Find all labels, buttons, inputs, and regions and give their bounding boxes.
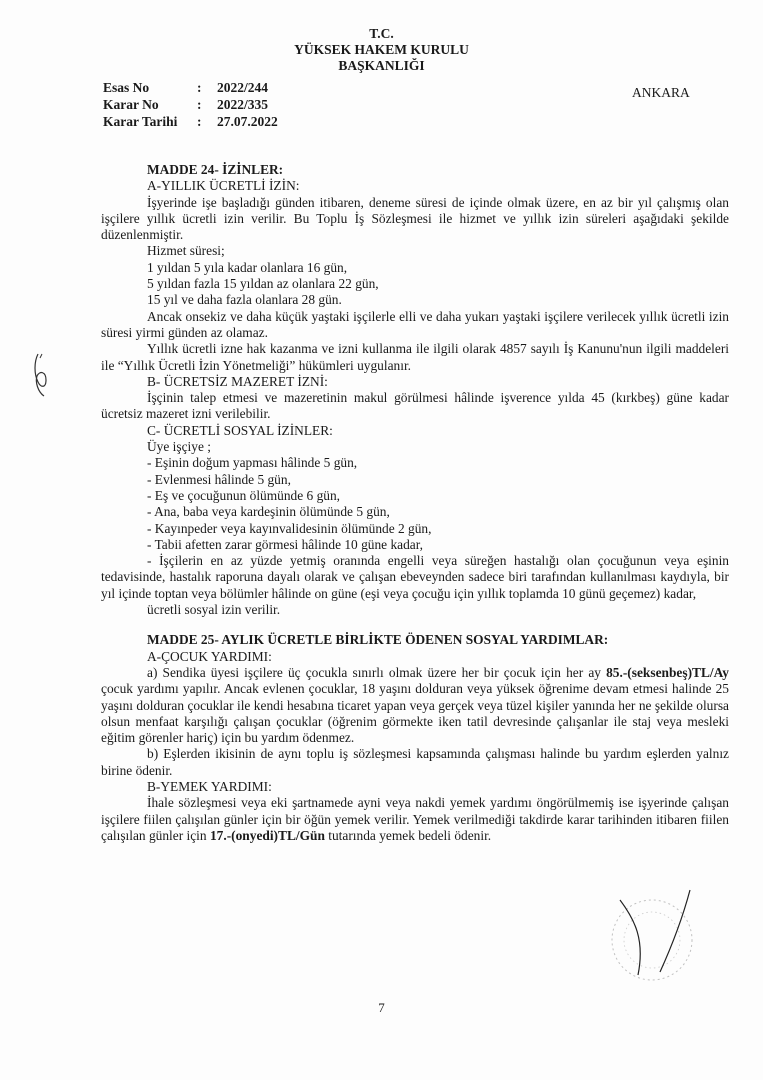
text-run: a) Sendika üyesi işçilere üç çocukla sınırlı olmak üzere her bir çocuk için her ay	[147, 664, 607, 680]
list-item: - Eş ve çocuğunun ölümünde 6 gün,	[147, 487, 341, 503]
list-item: - Ana, baba veya kardeşinin ölümünde 5 gün,	[147, 504, 390, 520]
meta-value: 27.07.2022	[217, 114, 278, 129]
list-item: 5 yıldan fazla 15 yıldan az olanlara 22 gün,	[147, 276, 379, 292]
child-aid-amount: 85.-(seksenbeş)TL/Ay	[606, 664, 729, 680]
page-number: 7	[378, 1000, 385, 1015]
case-metadata	[103, 79, 278, 130]
text-run: çocuk yardımı yapılır. Ancak evlenen çocuklar, 18 yaşını dolduran veya yüksek öğrenime devam etmesi halinde 25 yaşını dolduran çocuklar ile kendi hesabına ticaret yapan veya gerçek veya tüzel kişiler yanında her ne şekilde olursa olsun menfaat karşılığı çalışan çocuklar (öğrenim görmekte iken tatil devresinde çalışanlar ile staj veya mesleki eğitim görenler hariç) için bu yardım ödenmez.	[101, 681, 729, 746]
meal-aid-amount: 17.-(onyedi)TL/Gün	[209, 827, 325, 843]
meta-colon: :	[197, 80, 202, 95]
signature-icon	[30, 352, 52, 398]
section-child-aid-title: A-ÇOCUK YARDIMI:	[147, 648, 272, 664]
section-unpaid-leave-title: B- ÜCRETSİZ MAZERET İZNİ:	[147, 373, 328, 389]
list-item: - Tabii afetten zarar görmesi hâlinde 10 güne kadar,	[147, 536, 424, 552]
article-25-title: MADDE 25- AYLIK ÜCRETLE BİRLİKTE ÖDENEN SOSYAL YARDIMLAR:	[147, 632, 609, 648]
meta-row-karar	[103, 96, 278, 113]
paragraph: Yıllık ücretli izne hak kazanma ve izni kullanma ile ilgili olarak 4857 sayılı İş Kanunu'nun ilgili maddeleri ile “Yıllık Ücretli İzin Yönetmeliği” hükümleri uygulanır.	[101, 341, 729, 373]
document-header	[0, 26, 763, 74]
meta-value: 2022/244	[217, 80, 269, 95]
header-line-institution: YÜKSEK HAKEM KURULU	[294, 42, 469, 57]
meta-label: Esas No	[103, 80, 150, 95]
list-item: 1 yıldan 5 yıla kadar olanlara 16 gün,	[147, 259, 348, 275]
list-item: 15 yıl ve daha fazla olanlara 28 gün.	[147, 292, 342, 308]
paragraph: b) Eşlerden ikisinin de aynı toplu iş sözleşmesi kapsamında çalışması halinde bu yardım eşlerden yalnız birine ödenir.	[101, 746, 729, 778]
city-label: ANKARA	[632, 85, 690, 100]
meta-row-esas	[103, 79, 278, 96]
header-line-tc: T.C.	[369, 26, 394, 41]
text-run: tutarında yemek bedeli ödenir.	[324, 827, 492, 843]
list-item: - Kayınpeder veya kayınvalidesinin ölümünde 2 gün,	[147, 520, 432, 536]
stamp-icon	[590, 880, 710, 990]
section-meal-aid-title: B-YEMEK YARDIMI:	[147, 778, 272, 794]
list-item: - İşçilerin en az yüzde yetmiş oranında engelli veya süreğen hastalığı olan çocuğunun veya eşinin tedavisinde, hastalık raporuna dayalı olarak ve çalışan ebeveynden sadece biri tarafından kullanılması kaydıyla, bir yıl içinde toptan veya bölümler hâlinde on güne (eşi veya çocuğu için yıllık toplamda 10 günü geçemez) kadar,	[101, 553, 729, 601]
paragraph: İşçinin talep etmesi ve mazeretinin makul görülmesi hâlinde işverence yılda 45 (kırkbeş) güne kadar ücretsiz mazeret izni verilebilir.	[101, 390, 729, 422]
document-body	[101, 162, 729, 844]
section-annual-leave-title: A-YILLIK ÜCRETLİ İZİN:	[147, 178, 300, 194]
paragraph: Ancak onsekiz ve daha küçük yaştaki işçilerle elli ve daha yukarı yaştaki işçilere verilecek yıllık ücretli izin süresi yirmi günden az olamaz.	[101, 308, 729, 340]
meta-label: Karar No	[103, 97, 159, 112]
paragraph	[101, 795, 729, 844]
paragraph: ücretli sosyal izin verilir.	[147, 602, 281, 618]
meta-label: Karar Tarihi	[103, 114, 178, 129]
list-item: - Evlenmesi hâlinde 5 gün,	[147, 471, 291, 487]
meta-value: 2022/335	[217, 97, 269, 112]
meta-colon: :	[197, 114, 202, 129]
article-24-title: MADDE 24- İZİNLER:	[147, 162, 284, 177]
text-run: İhale sözleşmesi veya eki şartnamede ayni veya nakdi yemek yardımı öngörülmemiş ise işyerinde çalışan işçilere fiilen çalışılan günler için bir öğün yemek verilir. Yemek verilmediği takdirde karar tarihinden itibaren fiilen çalışılan günler için	[101, 795, 729, 843]
meta-colon: :	[197, 97, 202, 112]
list-item: - Eşinin doğum yapması hâlinde 5 gün,	[147, 455, 358, 471]
list-intro: Üye işçiye ;	[147, 439, 211, 455]
paragraph	[101, 665, 729, 746]
service-period-label: Hizmet süresi;	[147, 243, 225, 259]
section-social-leave-title: C- ÜCRETLİ SOSYAL İZİNLER:	[147, 422, 333, 438]
paragraph: İşyerinde işe başladığı günden itibaren, deneme süresi de içinde olmak üzere, en az bir yıl çalışmış olan işçilere yıllık ücretli izin verilir. Bu Toplu İş Sözleşmesi ile hizmet ve yıllık izin süreleri aşağıdaki şekilde düzenlenmiştir.	[101, 194, 729, 243]
meta-row-tarih	[103, 113, 278, 130]
header-line-presidency: BAŞKANLIĞI	[338, 58, 425, 73]
